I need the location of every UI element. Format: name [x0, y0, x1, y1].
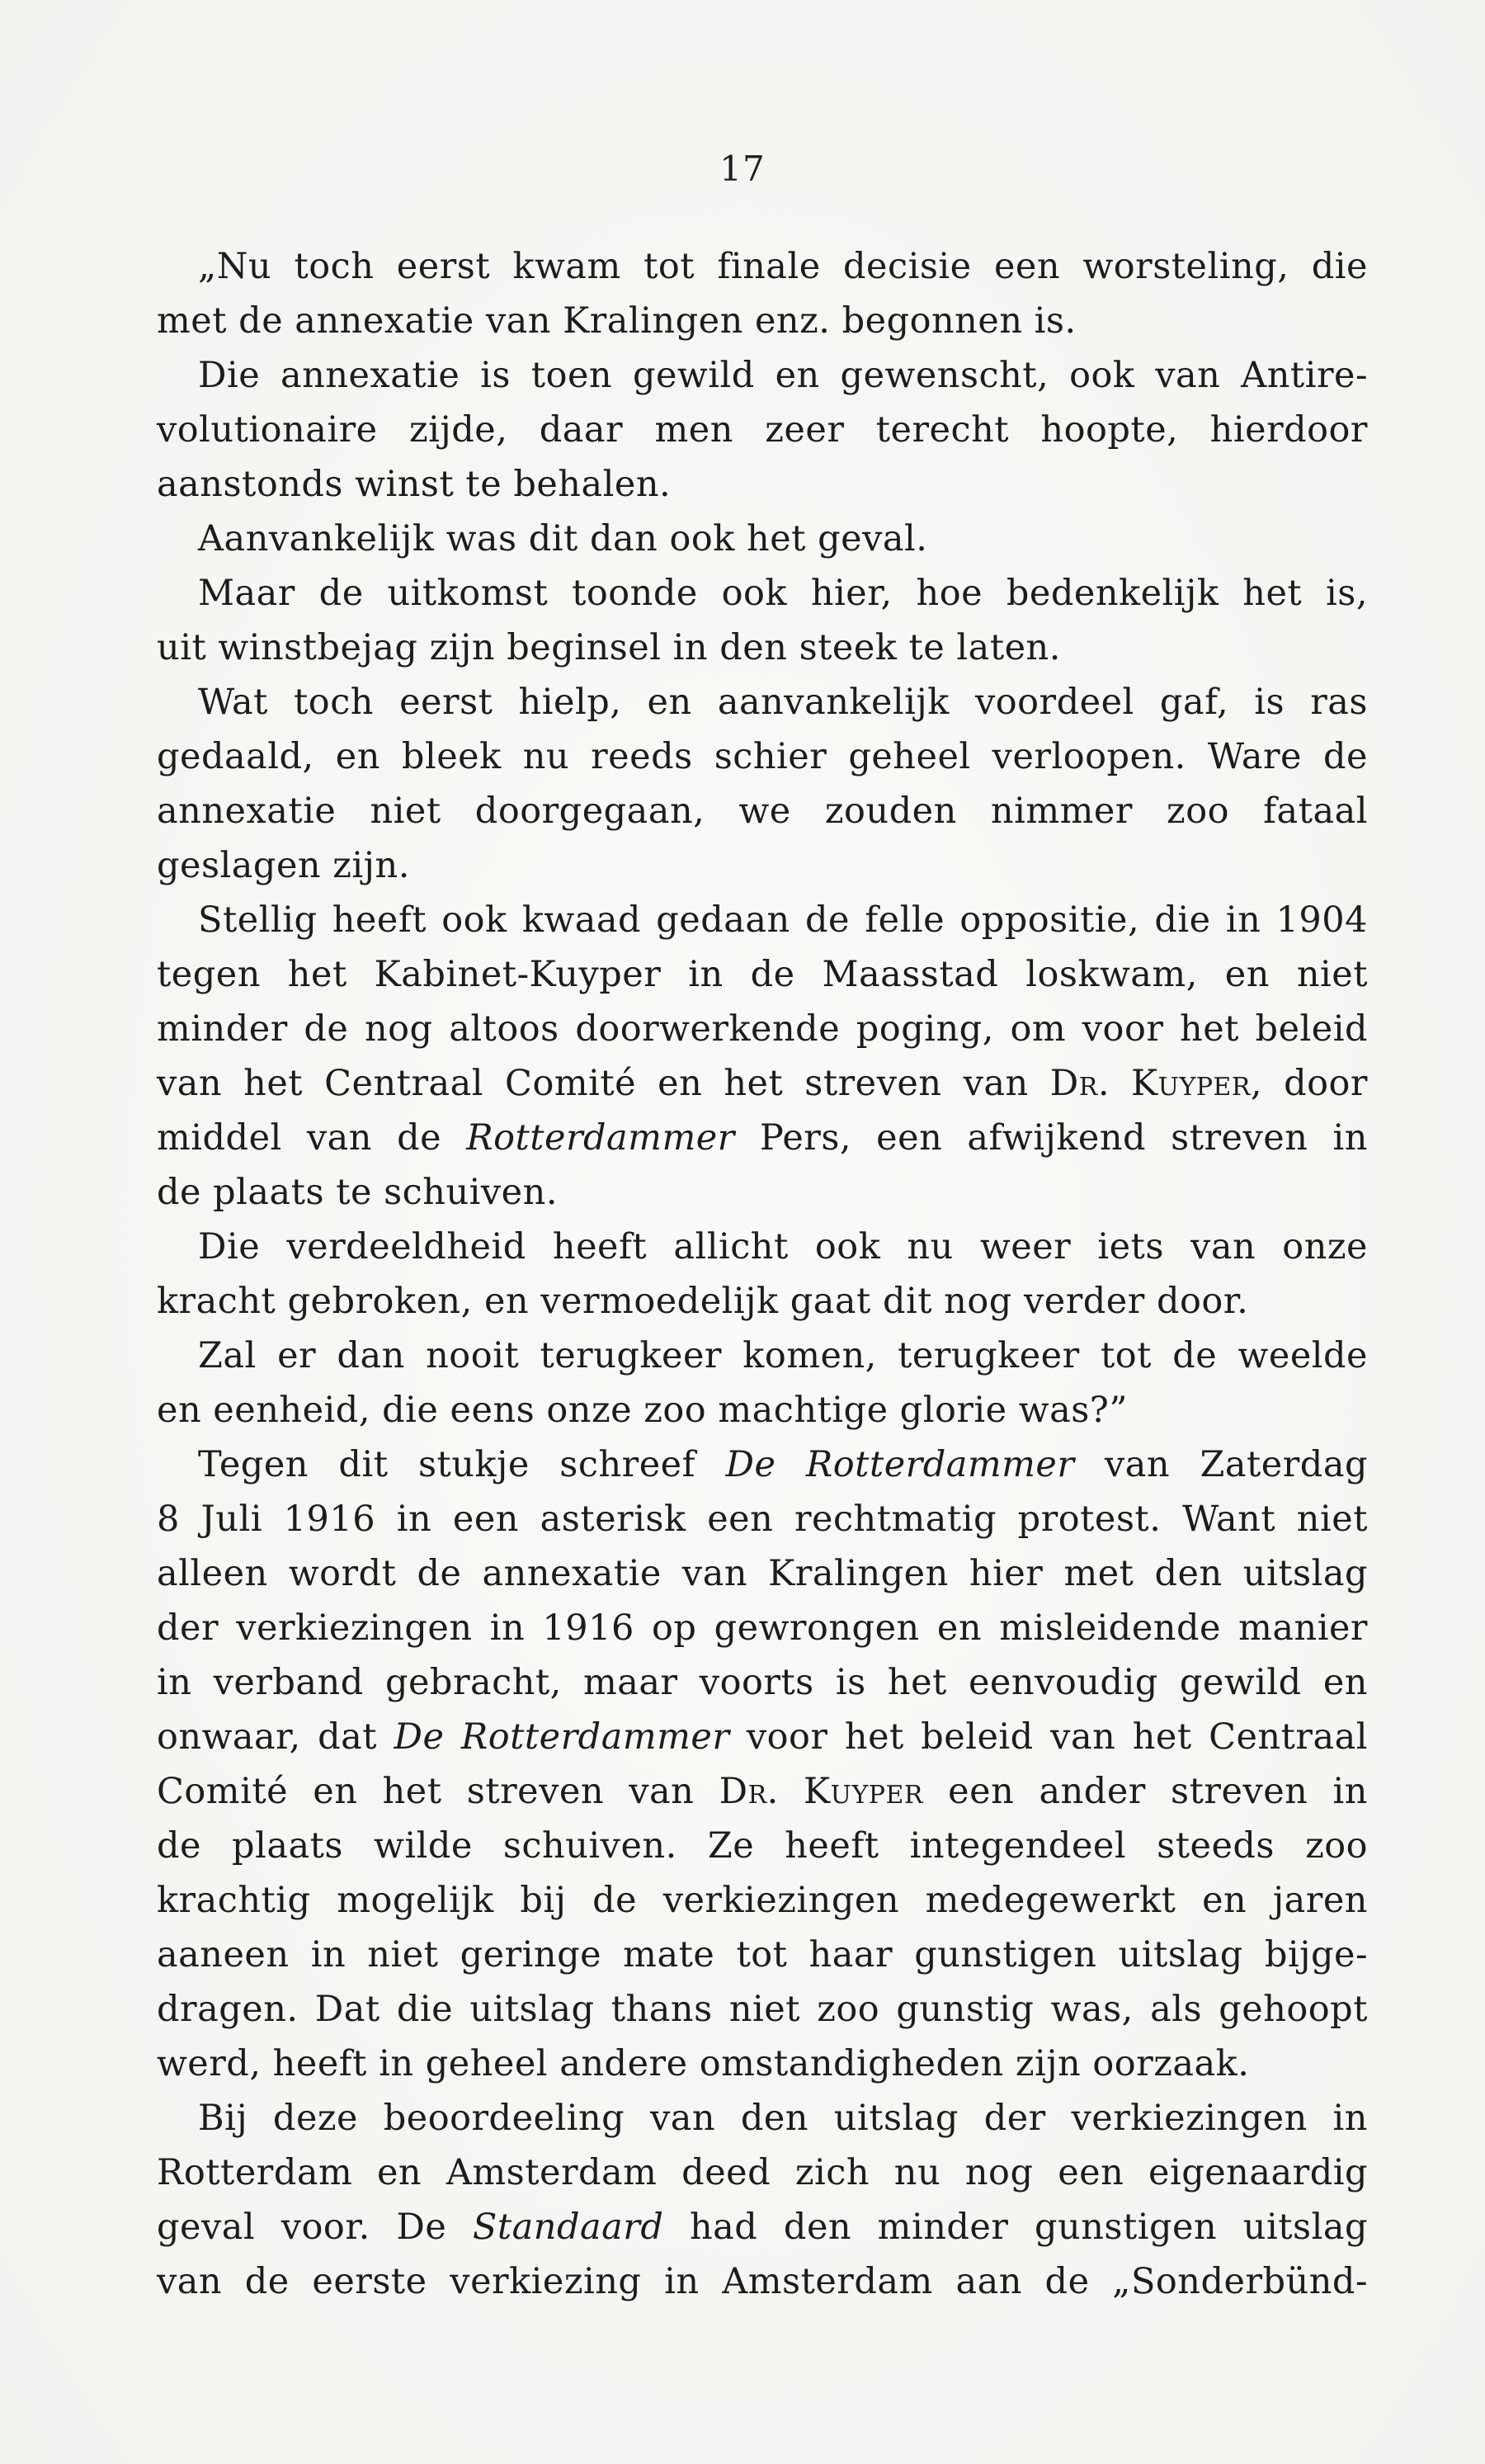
text-segment: voor het beleid van het Centraal [729, 1716, 1368, 1758]
text-line [157, 1982, 1368, 2037]
text-segment: geslagen zijn. [157, 845, 410, 886]
text-segment: alleen wordt de annexatie van Kralingen hier met den uitslag [157, 1553, 1368, 1594]
text-line [157, 1002, 1368, 1056]
text-segment: uit winstbejag zijn beginsel in den steek te laten. [157, 627, 1061, 668]
text-line [157, 2091, 1368, 2145]
text-segment: Stellig heeft ook kwaad gedaan de felle oppositie, die in 1904 [198, 899, 1368, 941]
text-segment: van de eerste verkiezing in Amsterdam aan de „Sonderbünd- [157, 2261, 1368, 2302]
text-line [157, 2145, 1368, 2200]
text-segment: in verband gebracht, maar voorts is het eenvoudig gewild en [157, 1662, 1368, 1703]
small-caps-text: Dr. Kuyper [1049, 1063, 1251, 1104]
text-line [157, 1710, 1368, 1764]
text-line [157, 838, 1368, 893]
text-line [157, 2037, 1368, 2091]
text-line [157, 1928, 1368, 1982]
italic-text: Standaard [472, 2207, 664, 2248]
text-line [157, 1329, 1368, 1383]
text-line [157, 2200, 1368, 2254]
text-segment: kracht gebroken, en vermoedelijk gaat dit nog verder door. [157, 1281, 1249, 1322]
text-segment: met de annexatie van Kralingen enz. begonnen is. [157, 300, 1077, 342]
text-segment: der verkiezingen in 1916 op gewrongen en misleidende manier [157, 1607, 1368, 1649]
text-line [157, 947, 1368, 1002]
text-segment: „Nu toch eerst kwam tot finale decisie een worsteling, die [198, 246, 1368, 287]
text-segment: gedaald, en bleek nu reeds schier geheel verloopen. Ware de [157, 736, 1368, 777]
body-text [157, 239, 1368, 2309]
text-line [157, 1546, 1368, 1601]
text-line [157, 1220, 1368, 1274]
text-segment: Wat toch eerst hielp, en aanvankelijk voordeel gaf, is ras [198, 682, 1368, 723]
text-line [157, 729, 1368, 784]
text-segment: , door [1250, 1063, 1368, 1104]
text-segment: Zal er dan nooit terugkeer komen, terugkeer tot de weelde [198, 1335, 1368, 1376]
text-segment: Rotterdam en Amsterdam deed zich nu nog een eigenaardig [157, 2152, 1368, 2193]
text-line [157, 1437, 1368, 1492]
text-segment: geval voor. De [157, 2207, 473, 2248]
text-line [157, 1383, 1368, 1437]
text-line [157, 294, 1368, 348]
text-line [157, 1764, 1368, 1819]
text-line [157, 348, 1368, 403]
text-line [157, 1873, 1368, 1928]
text-line [157, 1274, 1368, 1329]
text-segment: minder de nog altoos doorwerkende poging, om voor het beleid [157, 1008, 1368, 1050]
text-line [157, 1111, 1368, 1165]
text-line [157, 239, 1368, 294]
text-segment: aaneen in niet geringe mate tot haar gunstigen uitslag bijge- [157, 1934, 1368, 1975]
italic-text: De Rotterdammer [725, 1444, 1075, 1485]
text-line [157, 1492, 1368, 1546]
text-segment: van het Centraal Comité en het streven van [157, 1063, 1050, 1104]
text-segment: had den minder gunstigen uitslag [663, 2207, 1368, 2248]
text-line [157, 457, 1368, 512]
text-segment: Die annexatie is toen gewild en gewenscht, ook van Antire- [198, 355, 1368, 396]
text-segment: van Zaterdag [1074, 1444, 1368, 1485]
text-segment: Tegen dit stukje schreef [198, 1444, 726, 1485]
text-segment: volutionaire zijde, daar men zeer terecht hoopte, hierdoor [157, 409, 1368, 451]
text-segment: 8 Juli 1916 in een asterisk een rechtmatig protest. Want niet [157, 1499, 1368, 1540]
text-segment: annexatie niet doorgegaan, we zouden nimmer zoo fataal [157, 791, 1368, 832]
text-segment: de plaats te schuiven. [157, 1172, 558, 1213]
text-segment: een ander streven in [922, 1771, 1368, 1812]
text-line [157, 1819, 1368, 1873]
text-line [157, 675, 1368, 729]
text-line [157, 1056, 1368, 1111]
text-line [157, 784, 1368, 838]
text-line [157, 1601, 1368, 1655]
text-segment: Aanvankelijk was dit dan ook het geval. [198, 518, 928, 559]
text-segment: en eenheid, die eens onze zoo machtige glorie was?” [157, 1390, 1128, 1431]
text-line [157, 512, 1368, 566]
text-segment: Comité en het streven van [157, 1771, 719, 1812]
text-segment: Maar de uitkomst toonde ook hier, hoe bedenkelijk het is, [198, 573, 1368, 614]
text-segment: werd, heeft in geheel andere omstandigheden zijn oorzaak. [157, 2043, 1250, 2084]
italic-text: De Rotterdammer [394, 1716, 730, 1758]
small-caps-text: Dr. Kuyper [719, 1771, 923, 1812]
page-number: 17 [719, 149, 766, 189]
text-line [157, 2254, 1368, 2309]
text-segment: onwaar, dat [157, 1716, 394, 1758]
text-segment: aanstonds winst te behalen. [157, 464, 672, 505]
text-line [157, 403, 1368, 457]
text-segment: tegen het Kabinet-Kuyper in de Maasstad loskwam, en niet [157, 954, 1368, 995]
italic-text: Rotterdammer [466, 1117, 735, 1159]
text-line [157, 1165, 1368, 1220]
text-line [157, 621, 1368, 675]
text-line [157, 566, 1368, 621]
text-line [157, 1655, 1368, 1710]
text-segment: Die verdeeldheid heeft allicht ook nu weer iets van onze [198, 1226, 1368, 1267]
text-segment: de plaats wilde schuiven. Ze heeft integendeel steeds zoo [157, 1825, 1368, 1867]
text-segment: Pers, een afwijkend streven in [734, 1117, 1368, 1159]
text-segment: dragen. Dat die uitslag thans niet zoo gunstig was, als gehoopt [157, 1989, 1368, 2030]
text-segment: middel van de [157, 1117, 467, 1159]
text-segment: krachtig mogelijk bij de verkiezingen medegewerkt en jaren [157, 1880, 1368, 1921]
text-line [157, 893, 1368, 947]
text-segment: Bij deze beoordeeling van den uitslag der verkiezingen in [198, 2098, 1368, 2139]
